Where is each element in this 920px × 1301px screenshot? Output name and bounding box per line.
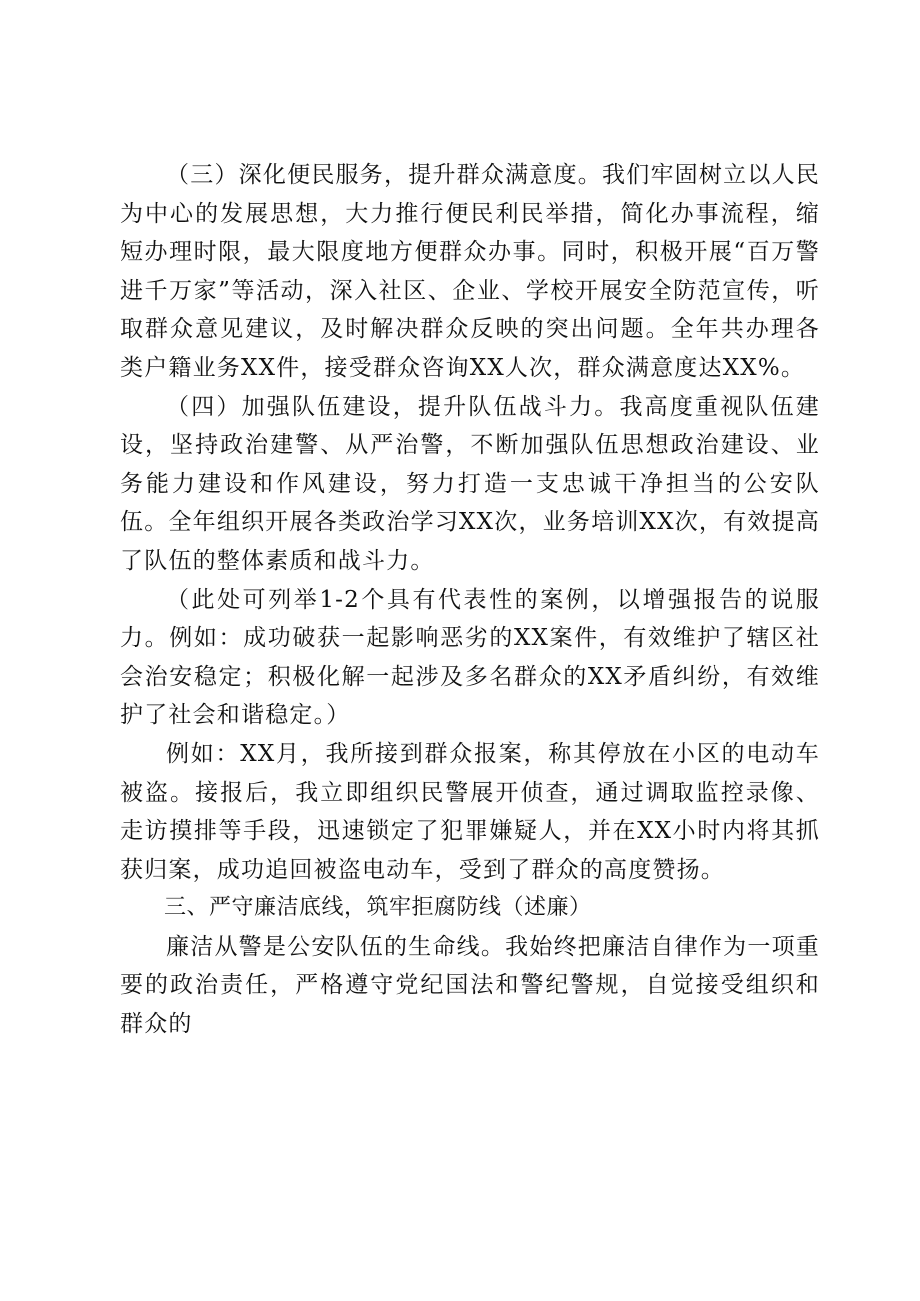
section-heading-integrity: 三、严守廉洁底线，筑牢拒腐防线（述廉） — [164, 895, 592, 921]
paragraph-convenience-service: （三）深化便民服务，提升群众满意度。我们牢固树立以人民为中心的发展思想，大力推行便民利民举措，简化办事流程，缩短办理时限，最大限度地方便群众办事。同时，积极开展“百万警进千万家”等活动，深入社区、企业、学校开展安全防范宣传，听取群众意见建议，及时解决群众反映的突出问题。全年共办理各类户籍业务XX件，接受群众咨询XX人次，群众满意度达XX%。 — [120, 162, 820, 381]
document-body — [120, 156, 820, 1044]
paragraph-case-example: 例如：XX月，我所接到群众报案，称其停放在小区的电动车被盗。接报后，我立即组织民警展开侦查，通过调取监控录像、走访摸排等手段，迅速锁定了犯罪嫌疑人，并在XX小时内将其抓获归案，成功追回被盗电动车，受到了群众的高度赞扬。 — [120, 740, 820, 883]
paragraph-team-building: （四）加强队伍建设，提升队伍战斗力。我高度重视队伍建设，坚持政治建警、从严治警，不断加强队伍思想政治建设、业务能力建设和作风建设，努力打造一支忠诚干净担当的公安队伍。全年组织开展各类政治学习XX次，业务培训XX次，有效提高了队伍的整体素质和战斗力。 — [120, 393, 820, 574]
paragraph-case-note: （此处可列举1-2个具有代表性的案例，以增强报告的说服力。例如：成功破获一起影响恶劣的XX案件，有效维护了辖区社会治安稳定；积极化解一起涉及多名群众的XX矛盾纠纷，有效维护了社会和谐稳定。） — [120, 586, 820, 729]
paragraph-integrity: 廉洁从警是公安队伍的生命线。我始终把廉洁自律作为一项重要的政治责任，严格遵守党纪国法和警纪警规，自觉接受组织和群众的 — [120, 933, 820, 1038]
